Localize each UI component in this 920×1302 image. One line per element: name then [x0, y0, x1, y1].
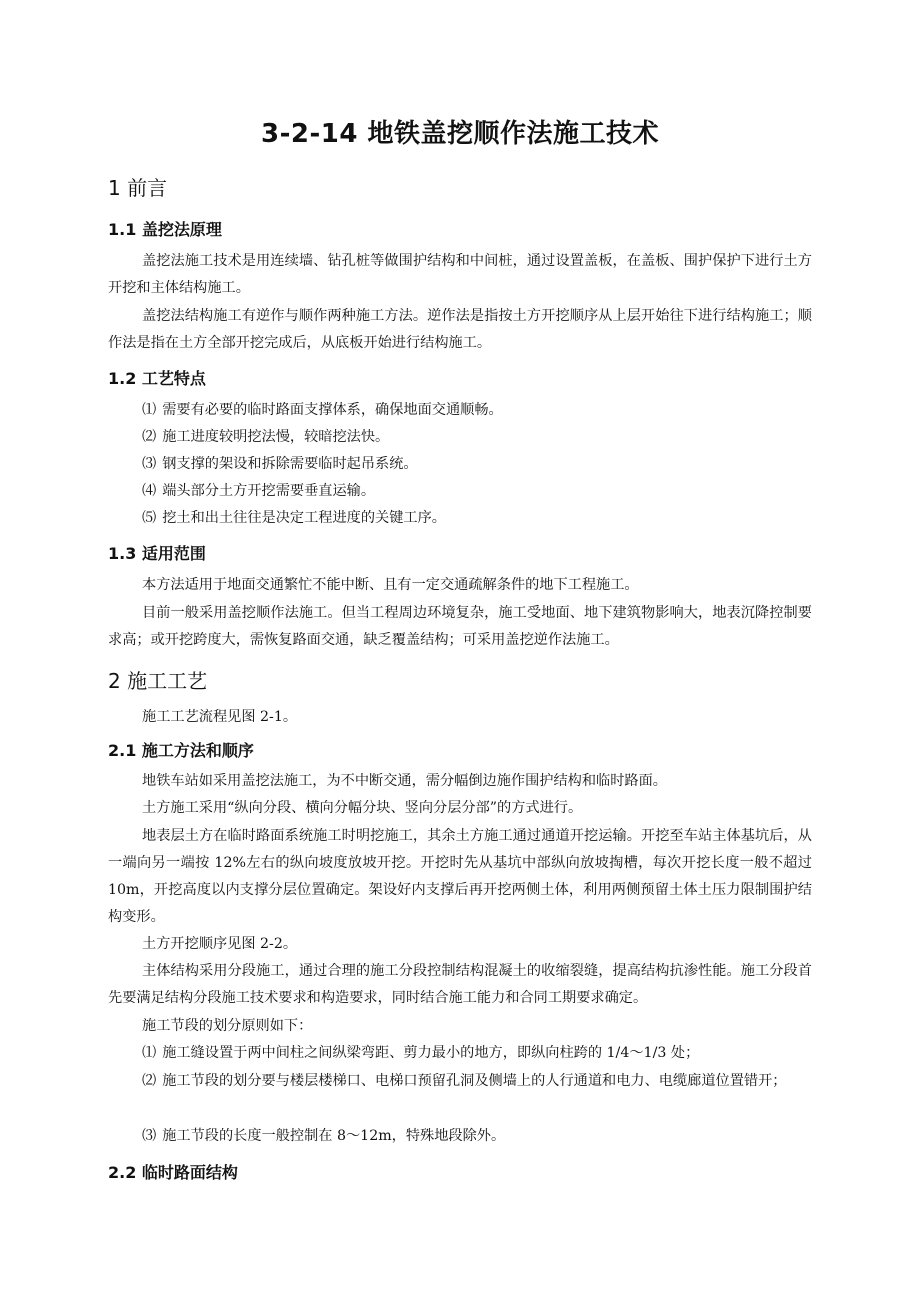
section-1-1-heading: 1.1 盖挖法原理	[108, 220, 222, 239]
section-1-1-paragraph-1: 盖挖法施工技术是用连续墙、钻孔桩等做围护结构和中间桩，通过设置盖板，在盖板、围护保护下进行土方开挖和主体结构施工。	[108, 253, 812, 296]
list-item: ⑷ 端头部分土方开挖需要垂直运输。	[142, 483, 376, 499]
list-item: ⑴ 施工缝设置于两中间柱之间纵梁弯距、剪力最小的地方，即纵向柱跨的 1/4～1/3 处；	[142, 1045, 700, 1061]
section-2-1-paragraph-5: 主体结构采用分段施工，通过合理的施工分段控制结构混凝土的收缩裂缝，提高结构抗渗性能。施工分段首先要满足结构分段施工技术要求和构造要求，同时结合施工能力和合同工期要求确定。	[108, 963, 812, 1006]
section-2-intro: 施工工艺流程见图 2-1。	[142, 709, 298, 725]
document-title: 3-2-14 地铁盖挖顺作法施工技术	[261, 119, 659, 149]
section-1-3-heading: 1.3 适用范围	[108, 544, 206, 563]
section-2-1-paragraph-6: 施工节段的划分原则如下：	[142, 1018, 313, 1034]
section-2-1-paragraph-1: 地铁车站如采用盖挖法施工，为不中断交通，需分幅倒边施作围护结构和临时路面。	[142, 773, 667, 789]
section-2-1-heading: 2.1 施工方法和顺序	[108, 741, 254, 760]
list-item: ⑴ 需要有必要的临时路面支撑体系，确保地面交通顺畅。	[142, 402, 503, 418]
list-item: ⑸ 挖土和出土往往是决定工程进度的关键工序。	[142, 510, 446, 526]
section-1-1-paragraph-2: 盖挖法结构施工有逆作与顺作两种施工方法。逆作法是指按土方开挖顺序从上层开始往下进行结构施工；顺作法是指在土方全部开挖完成后，从底板开始进行结构施工。	[108, 308, 812, 351]
list-item: ⑶ 钢支撑的架设和拆除需要临时起吊系统。	[142, 456, 418, 472]
list-item: ⑵ 施工节段的划分要与楼层楼梯口、电梯口预留孔洞及侧墙上的人行通道和电力、电缆廊道位置错开；	[142, 1073, 787, 1089]
section-2-1-paragraph-2: 土方施工采用“纵向分段、横向分幅分块、竖向分层分部”的方式进行。	[142, 800, 583, 816]
section-2-1-paragraph-3: 地表层土方在临时路面系统施工时明挖施工，其余土方施工通过通道开挖运输。开挖至车站主体基坑后，从一端向另一端按 12%左右的纵向坡度放坡开挖。开挖时先从基坑中部纵向放坡掏槽，每次开挖长度一般不超过 10m，开挖高度以内支撑分层位置确定。架设好内支撑后再开挖两侧土体，利用两侧预留土体土压力限制围护结构变形。	[108, 828, 812, 925]
section-1-heading: 1 前言	[108, 176, 168, 200]
section-1-2-heading: 1.2 工艺特点	[108, 369, 206, 388]
section-2-heading: 2 施工工艺	[108, 669, 208, 693]
section-1-3-paragraph-1: 本方法适用于地面交通繁忙不能中断、且有一定交通疏解条件的地下工程施工。	[142, 577, 639, 593]
list-item: ⑶ 施工节段的长度一般控制在 8～12m，特殊地段除外。	[142, 1128, 506, 1144]
section-1-3-paragraph-2: 目前一般采用盖挖顺作法施工。但当工程周边环境复杂，施工受地面、地下建筑物影响大，地表沉降控制要求高；或开挖跨度大，需恢复路面交通，缺乏覆盖结构；可采用盖挖逆作法施工。	[108, 605, 812, 648]
section-2-2-heading: 2.2 临时路面结构	[108, 1163, 238, 1182]
list-item: ⑵ 施工进度较明挖法慢，较暗挖法快。	[142, 429, 390, 445]
section-2-1-paragraph-4: 土方开挖顺序见图 2-2。	[142, 936, 298, 952]
